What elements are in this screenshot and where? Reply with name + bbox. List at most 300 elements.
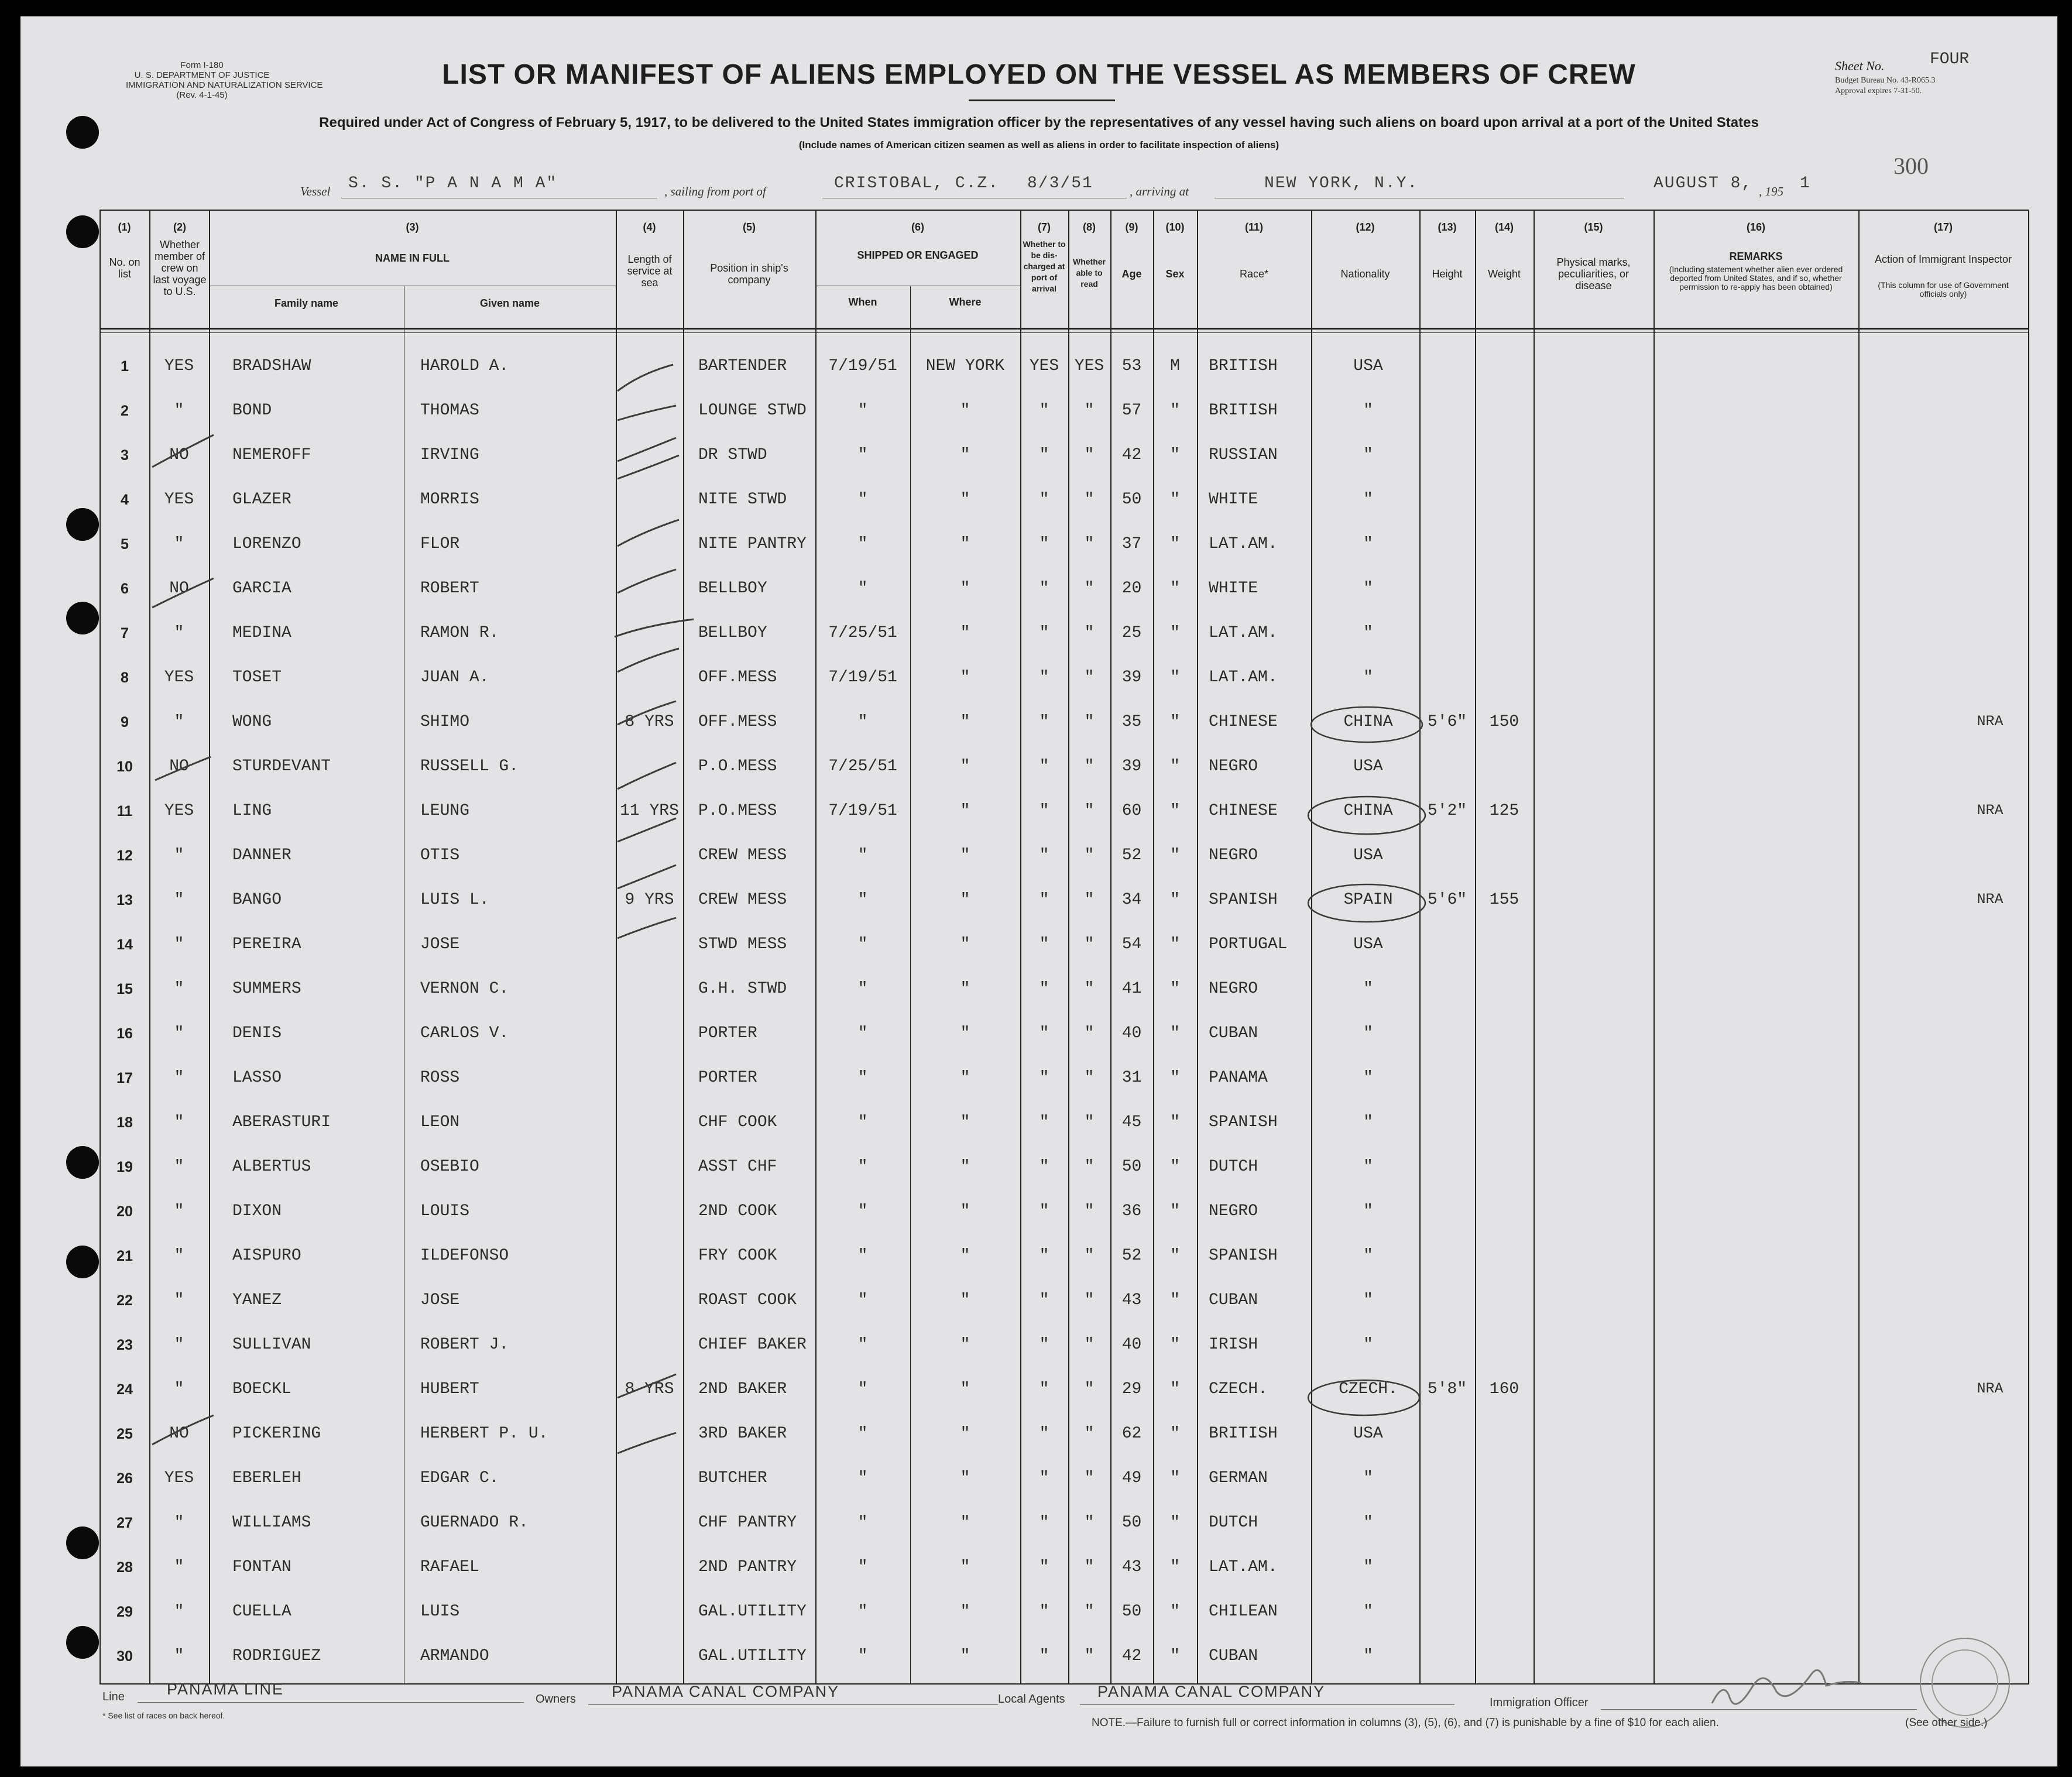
when-cell: " (857, 1380, 868, 1398)
read-cell: " (1084, 1647, 1095, 1665)
race-cell: CUBAN (1209, 1291, 1258, 1309)
race-cell: CHINESE (1209, 802, 1278, 820)
position-cell: ASST CHF (698, 1158, 777, 1176)
race-cell: PORTUGAL (1209, 935, 1288, 953)
prev-voyage-cell: " (174, 402, 184, 420)
sex-cell: " (1170, 1336, 1180, 1354)
given-name-cell: OSEBIO (420, 1158, 479, 1176)
discharged-cell: " (1039, 757, 1049, 776)
nationality-cell: USA (1353, 357, 1383, 375)
age-cell: 52 (1121, 1247, 1142, 1265)
check-mark (618, 918, 676, 938)
nationality-cell: USA (1353, 846, 1383, 865)
when-cell: " (857, 490, 868, 509)
row-number: 23 (116, 1337, 133, 1353)
when-cell: " (857, 1113, 868, 1131)
discharged-cell: " (1039, 1291, 1049, 1309)
where-cell: " (960, 668, 970, 687)
check-mark (152, 435, 214, 467)
position-cell: GAL.UTILITY (698, 1647, 807, 1665)
sex-cell: " (1170, 1247, 1180, 1265)
when-cell: " (857, 1069, 868, 1087)
position-cell: PORTER (698, 1024, 757, 1042)
nationality-oval (1308, 797, 1425, 834)
given-name-cell: FLOR (420, 535, 460, 553)
line-name: PANAMA LINE (167, 1680, 284, 1698)
where-cell: " (960, 1558, 970, 1576)
race-cell: SPANISH (1209, 1247, 1278, 1265)
where-cell: " (960, 490, 970, 509)
sex-cell: " (1170, 1469, 1180, 1487)
prev-voyage-cell: " (174, 891, 184, 909)
family-name-cell: PEREIRA (232, 935, 301, 953)
read-cell: " (1084, 1469, 1095, 1487)
position-cell: BELLBOY (698, 579, 767, 598)
read-cell: " (1084, 1158, 1095, 1176)
nationality-cell: " (1363, 624, 1373, 642)
col-header-when: When (848, 296, 877, 308)
where-cell: " (960, 1514, 970, 1532)
age-cell: 45 (1121, 1113, 1142, 1131)
when-cell: " (857, 1024, 868, 1042)
position-cell: P.O.MESS (698, 802, 777, 820)
service-cell: 11 YRS (620, 802, 679, 820)
nationality-cell: " (1363, 1202, 1373, 1220)
discharged-cell: " (1039, 713, 1049, 731)
height-cell: 5'6" (1427, 713, 1467, 731)
col-header-age: Age (1121, 268, 1142, 280)
col-header-nationality: Nationality (1340, 268, 1390, 280)
page-title: LIST OR MANIFEST OF ALIENS EMPLOYED ON THE VESSEL AS MEMBERS OF CREW (442, 59, 1636, 90)
position-cell: GAL.UTILITY (698, 1603, 807, 1621)
col-number: (7) (1038, 221, 1051, 233)
nationality-cell: " (1363, 535, 1373, 553)
when-cell: " (857, 846, 868, 865)
age-cell: 42 (1121, 446, 1142, 464)
read-cell: YES (1074, 357, 1104, 375)
where-cell: " (960, 846, 970, 865)
col-number: (1) (118, 221, 131, 233)
nationality-cell: " (1363, 668, 1373, 687)
age-cell: 52 (1121, 846, 1142, 865)
age-cell: 50 (1121, 1603, 1142, 1621)
owners-underline (588, 1704, 998, 1705)
sheet-label: Sheet No. (1835, 59, 1885, 73)
nationality-cell: " (1363, 1469, 1373, 1487)
nationality-cell: USA (1353, 935, 1383, 953)
where-cell: " (960, 535, 970, 553)
age-cell: 31 (1121, 1069, 1142, 1087)
department: U. S. DEPARTMENT OF JUSTICE (134, 70, 270, 80)
when-cell: " (857, 1291, 868, 1309)
read-cell: " (1084, 624, 1095, 642)
handwritten-marks (20, 16, 2057, 1766)
discharged-cell: " (1039, 1113, 1049, 1131)
where-cell: " (960, 402, 970, 420)
discharged-cell: " (1039, 1247, 1049, 1265)
prev-voyage-cell: NO (169, 579, 189, 598)
sex-cell: " (1170, 757, 1180, 776)
check-mark (618, 818, 676, 842)
when-cell: " (857, 535, 868, 553)
prev-voyage-cell: " (174, 935, 184, 953)
family-name-cell: SUMMERS (232, 980, 301, 998)
discharged-cell: " (1039, 1336, 1049, 1354)
race-cell: LAT.AM. (1209, 624, 1278, 642)
family-name-cell: STURDEVANT (232, 757, 331, 776)
age-cell: 36 (1121, 1202, 1142, 1220)
discharged-cell: YES (1029, 357, 1059, 375)
sex-cell: " (1170, 1425, 1180, 1443)
col-header-read: Whether able to read (1073, 257, 1106, 289)
when-cell: " (857, 1202, 868, 1220)
prev-voyage-cell: NO (169, 757, 189, 776)
discharged-cell: " (1039, 1202, 1049, 1220)
discharged-cell: " (1039, 402, 1049, 420)
read-cell: " (1084, 1113, 1095, 1131)
family-name-cell: TOSET (232, 668, 282, 687)
discharged-cell: " (1039, 1425, 1049, 1443)
line-underline (138, 1702, 524, 1703)
position-cell: 2ND COOK (698, 1202, 777, 1220)
when-cell: " (857, 980, 868, 998)
row-number: 12 (116, 848, 133, 864)
col-header-inspector-note: (This column for use of Government officials only) (1878, 280, 2009, 299)
row-number: 11 (116, 803, 133, 819)
weight-cell: 160 (1489, 1380, 1519, 1398)
nationality-cell: " (1363, 1647, 1373, 1665)
col-number: (6) (911, 221, 924, 233)
year-prefix: , 195 (1759, 184, 1783, 198)
family-name-cell: NEMEROFF (232, 446, 311, 464)
weight-cell: 125 (1489, 802, 1519, 820)
age-cell: 42 (1121, 1647, 1142, 1665)
discharged-cell: " (1039, 1158, 1049, 1176)
inspector-action-cell: NRA (1977, 802, 2004, 819)
position-cell: DR STWD (698, 446, 767, 464)
form-revision: (Rev. 4-1-45) (176, 90, 228, 100)
read-cell: " (1084, 1514, 1095, 1532)
col-header-service: Length of service at sea (627, 253, 673, 289)
prev-voyage-cell: YES (164, 1469, 194, 1487)
age-cell: 41 (1121, 980, 1142, 998)
sex-cell: " (1170, 579, 1180, 598)
prev-voyage-cell: " (174, 1514, 184, 1532)
page-subtitle-note: (Include names of American citizen seamen as well as aliens in order to facilitate inspection of aliens) (798, 139, 1279, 150)
family-name-cell: DENIS (232, 1024, 282, 1042)
col-header-position: Position in ship's company (710, 262, 788, 286)
row-number: 29 (116, 1604, 133, 1620)
col-number: (13) (1438, 221, 1457, 233)
col-header-remarks-note: (Including statement whether alien ever ordered deported from United States, and if so, whether permission to re-apply has been obtained) (1669, 265, 1843, 291)
col-number: (4) (643, 221, 656, 233)
where-cell: " (960, 980, 970, 998)
sex-cell: " (1170, 1202, 1180, 1220)
age-cell: 35 (1121, 713, 1142, 731)
race-cell: BRITISH (1209, 1425, 1278, 1443)
nationality-cell: " (1363, 1514, 1373, 1532)
read-cell: " (1084, 757, 1095, 776)
year-suffix: 1 (1800, 174, 1811, 193)
position-cell: 3RD BAKER (698, 1425, 787, 1443)
when-cell: " (857, 891, 868, 909)
row-number: 13 (116, 892, 133, 908)
family-name-cell: BOECKL (232, 1380, 291, 1398)
check-mark (618, 649, 679, 672)
nationality-cell: " (1363, 1024, 1373, 1042)
check-mark (152, 1415, 214, 1445)
family-name-cell: AISPURO (232, 1247, 301, 1265)
position-cell: NITE PANTRY (698, 535, 807, 553)
read-cell: " (1084, 490, 1095, 509)
discharged-cell: " (1039, 535, 1049, 553)
inspector-action-cell: NRA (1977, 1380, 2004, 1397)
discharged-cell: " (1039, 579, 1049, 598)
age-cell: 53 (1121, 357, 1142, 375)
check-mark (618, 570, 676, 593)
prev-voyage-cell: " (174, 1336, 184, 1354)
vessel-label: Vessel (300, 184, 331, 198)
check-mark (618, 763, 676, 789)
discharged-cell: " (1039, 1069, 1049, 1087)
nationality-cell: " (1363, 1069, 1373, 1087)
age-cell: 39 (1121, 668, 1142, 687)
age-cell: 43 (1121, 1291, 1142, 1309)
given-name-cell: LUIS (420, 1603, 460, 1621)
race-cell: PANAMA (1209, 1069, 1268, 1087)
where-cell: " (960, 757, 970, 776)
given-name-cell: MORRIS (420, 490, 479, 509)
where-cell: " (960, 624, 970, 642)
nationality-oval (1308, 1380, 1419, 1415)
read-cell: " (1084, 802, 1095, 820)
prev-voyage-cell: " (174, 1558, 184, 1576)
sailing-label: , sailing from port of (664, 184, 766, 198)
family-name-cell: YANEZ (232, 1291, 282, 1309)
nationality-cell: " (1363, 1113, 1373, 1131)
family-name-cell: GLAZER (232, 490, 291, 509)
sex-cell: " (1170, 846, 1180, 865)
officer-label: Immigration Officer (1490, 1696, 1589, 1709)
position-cell: CHF PANTRY (698, 1514, 797, 1532)
col-header-family-name: Family name (274, 297, 339, 309)
height-cell: 5'2" (1427, 802, 1467, 820)
nationality-cell: " (1363, 1247, 1373, 1265)
fine-note: NOTE.—Failure to furnish full or correct information in columns (3), (5), (6), and (7) is punishable by a fine of $10 for each alien. (1092, 1717, 1719, 1729)
age-cell: 43 (1121, 1558, 1142, 1576)
row-number: 28 (116, 1559, 133, 1576)
sex-cell: " (1170, 1024, 1180, 1042)
discharged-cell: " (1039, 446, 1049, 464)
nationality-cell: " (1363, 1158, 1373, 1176)
col-number: (15) (1584, 221, 1603, 233)
given-name-cell: OTIS (420, 846, 460, 865)
given-name-cell: ROBERT (420, 579, 479, 598)
discharged-cell: " (1039, 935, 1049, 953)
when-cell: " (857, 1469, 868, 1487)
age-cell: 39 (1121, 757, 1142, 776)
where-cell: " (960, 1425, 970, 1443)
sex-cell: " (1170, 980, 1180, 998)
position-cell: BARTENDER (698, 357, 787, 375)
page-number: 300 (1893, 153, 1929, 179)
family-name-cell: LASSO (232, 1069, 282, 1087)
discharged-cell: " (1039, 1469, 1049, 1487)
prev-voyage-cell: YES (164, 668, 194, 687)
nationality-cell: " (1363, 579, 1373, 598)
sex-cell: " (1170, 1380, 1180, 1398)
race-cell: CUBAN (1209, 1647, 1258, 1665)
age-cell: 57 (1121, 402, 1142, 420)
family-name-cell: WONG (232, 713, 272, 731)
check-mark (618, 1433, 676, 1453)
position-cell: G.H. STWD (698, 980, 787, 998)
row-number: 25 (116, 1426, 133, 1442)
given-name-cell: CARLOS V. (420, 1024, 509, 1042)
given-name-cell: ILDEFONSO (420, 1247, 509, 1265)
family-name-cell: DANNER (232, 846, 291, 865)
where-cell: NEW YORK (925, 357, 1005, 375)
race-cell: WHITE (1209, 490, 1258, 509)
col-header-height: Height (1432, 268, 1463, 280)
where-cell: " (960, 1469, 970, 1487)
page-subtitle: Required under Act of Congress of February 5, 1917, to be delivered to the United States immigration officer by the representatives of any vessel having such aliens on board upon arrival at a port of the United States (319, 115, 1759, 131)
when-cell: " (857, 446, 868, 464)
where-cell: " (960, 1247, 970, 1265)
agents-name: PANAMA CANAL COMPANY (1097, 1683, 1326, 1700)
officer-signature (1712, 1670, 1861, 1704)
position-cell: NITE STWD (698, 490, 787, 509)
budget-bureau: Budget Bureau No. 43-R065.3 (1835, 76, 1936, 85)
nationality-oval (1308, 884, 1425, 922)
form-number: Form I-180 (180, 60, 224, 70)
row-number: 5 (121, 536, 129, 553)
family-name-cell: DIXON (232, 1202, 282, 1220)
position-cell: STWD MESS (698, 935, 787, 953)
discharged-cell: " (1039, 1380, 1049, 1398)
check-mark (618, 865, 676, 888)
position-cell: OFF.MESS (698, 713, 777, 731)
read-cell: " (1084, 1336, 1095, 1354)
where-cell: " (960, 713, 970, 731)
race-cell: WHITE (1209, 579, 1258, 598)
col-number: (5) (743, 221, 756, 233)
sex-cell: " (1170, 535, 1180, 553)
row-number: 8 (121, 670, 129, 686)
given-name-cell: HERBERT P. U. (420, 1425, 548, 1443)
weight-cell: 150 (1489, 713, 1519, 731)
position-cell: FRY COOK (698, 1247, 777, 1265)
family-name-cell: SULLIVAN (232, 1336, 311, 1354)
col-header-where: Where (949, 296, 982, 308)
discharged-cell: " (1039, 668, 1049, 687)
sex-cell: " (1170, 668, 1180, 687)
age-cell: 54 (1121, 935, 1142, 953)
age-cell: 25 (1121, 624, 1142, 642)
read-cell: " (1084, 1247, 1095, 1265)
given-name-cell: ROSS (420, 1069, 460, 1087)
race-cell: SPANISH (1209, 1113, 1278, 1131)
row-number: 19 (116, 1159, 133, 1175)
when-cell: " (857, 713, 868, 731)
race-cell: NEGRO (1209, 846, 1258, 865)
race-cell: GERMAN (1209, 1469, 1268, 1487)
sex-cell: " (1170, 1603, 1180, 1621)
age-cell: 50 (1121, 490, 1142, 509)
when-cell: " (857, 1647, 868, 1665)
family-name-cell: BOND (232, 402, 272, 420)
prev-voyage-cell: " (174, 1247, 184, 1265)
sex-cell: " (1170, 624, 1180, 642)
nationality-cell: " (1363, 1558, 1373, 1576)
given-name-cell: RUSSELL G. (420, 757, 519, 776)
discharged-cell: " (1039, 624, 1049, 642)
age-cell: 29 (1121, 1380, 1142, 1398)
given-name-cell: LOUIS (420, 1202, 470, 1220)
nationality-cell: " (1363, 490, 1373, 509)
race-cell: NEGRO (1209, 1202, 1258, 1220)
given-name-cell: EDGAR C. (420, 1469, 499, 1487)
position-cell: BELLBOY (698, 624, 767, 642)
read-cell: " (1084, 1380, 1095, 1398)
family-name-cell: ABERASTURI (232, 1113, 331, 1131)
family-name-cell: PICKERING (232, 1425, 321, 1443)
col-number: (17) (1933, 221, 1953, 233)
read-cell: " (1084, 846, 1095, 865)
prev-voyage-cell: " (174, 1202, 184, 1220)
when-cell: 7/19/51 (828, 357, 897, 375)
row-number: 17 (116, 1070, 133, 1086)
read-cell: " (1084, 1202, 1095, 1220)
col-number: (16) (1746, 221, 1765, 233)
row-number: 1 (121, 358, 129, 375)
nationality-cell: " (1363, 980, 1373, 998)
read-cell: " (1084, 535, 1095, 553)
sex-cell: M (1170, 357, 1180, 375)
race-cell: NEGRO (1209, 757, 1258, 776)
given-name-cell: GUERNADO R. (420, 1514, 529, 1532)
where-cell: " (960, 1647, 970, 1665)
check-mark (618, 701, 676, 725)
family-name-cell: GARCIA (232, 579, 291, 598)
family-name-cell: EBERLEH (232, 1469, 301, 1487)
position-cell: BUTCHER (698, 1469, 767, 1487)
family-name-cell: BANGO (232, 891, 282, 909)
position-cell: PORTER (698, 1069, 757, 1087)
prev-voyage-cell: " (174, 1380, 184, 1398)
col-number: (2) (173, 221, 186, 233)
given-name-cell: LEUNG (420, 802, 470, 820)
sex-cell: " (1170, 802, 1180, 820)
line-label: Line (102, 1690, 125, 1703)
race-cell: CUBAN (1209, 1024, 1258, 1042)
where-cell: " (960, 802, 970, 820)
race-cell: LAT.AM. (1209, 535, 1278, 553)
age-cell: 50 (1121, 1158, 1142, 1176)
sex-cell: " (1170, 446, 1180, 464)
read-cell: " (1084, 579, 1095, 598)
when-cell: " (857, 1158, 868, 1176)
to-port: NEW YORK, N.Y. (1264, 174, 1419, 193)
given-name-cell: ROBERT J. (420, 1336, 509, 1354)
col-number: (12) (1356, 221, 1375, 233)
col-header-given-name: Given name (479, 297, 540, 309)
col-header-race: Race* (1239, 268, 1269, 280)
given-name-cell: SHIMO (420, 713, 470, 731)
nationality-cell: CZECH. (1339, 1380, 1398, 1398)
position-cell: P.O.MESS (698, 757, 777, 776)
family-name-cell: FONTAN (232, 1558, 291, 1576)
